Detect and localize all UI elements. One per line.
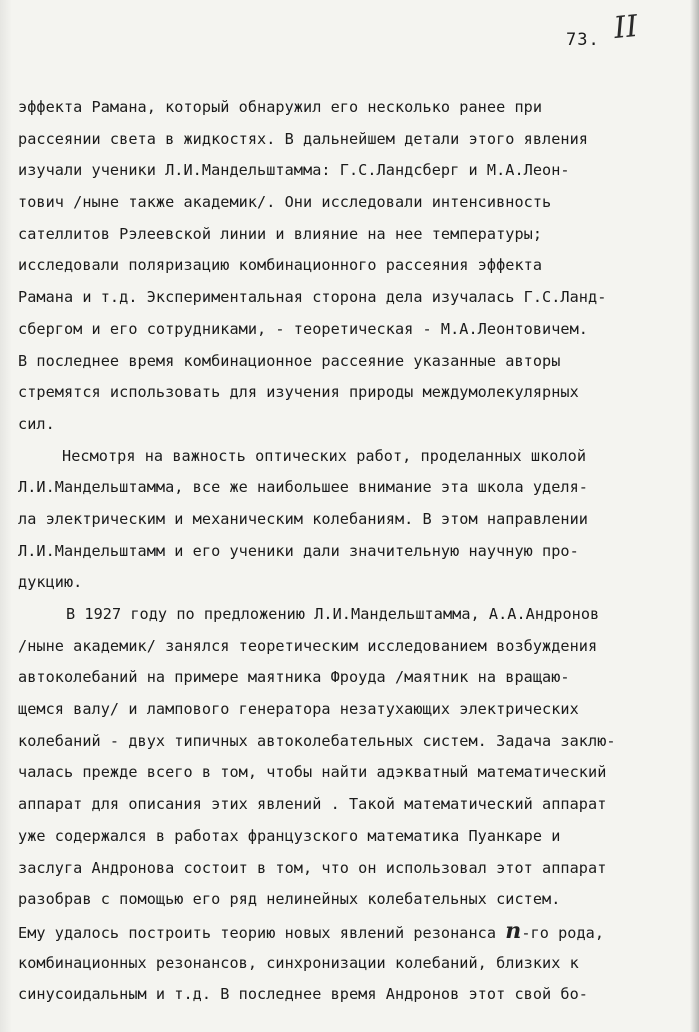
text-line: заслуга Андронова состоит в том, что он использовал этот аппарат (18, 858, 607, 877)
page-number: 73. (566, 30, 600, 50)
text-line: автоколебаний на примере маятника Фроуда /маятник на вращаю- (18, 668, 570, 687)
text-line: сил. (18, 414, 55, 433)
paragraph-start-line: В 1927 году по предложению Л.И.Мандельштамма, А.А.Андронов (66, 605, 600, 623)
text-line: сателлитов Рэлеевской линии и влияние на нее температуры; (18, 224, 543, 243)
text-line: аппарат для описания этих явлений . Такой математический аппарат (18, 795, 607, 814)
body-text (18, 92, 690, 1011)
handwritten-n: n (505, 917, 522, 944)
text-line: тович /ныне также академик/. Они исследовали интенсивность (18, 193, 552, 212)
text-line: Л.И.Мандельштамма, все же наибольшее внимание эта школа уделя- (18, 478, 589, 497)
text-line: В последнее время комбинационное рассеяние указанные авторы (18, 351, 561, 370)
text-line: стремятся использовать для изучения природы междумолекулярных (18, 383, 579, 402)
text-line: Л.И.Мандельштамм и его ученики дали значительную научную про- (18, 541, 579, 560)
text-line: Рамана и т.д. Экспериментальная сторона дела изучалась Г.С.Ланд- (18, 288, 607, 307)
text-line: исследовали поляризацию комбинационного рассеяния эффекта (18, 256, 543, 275)
text-line: эффекта Рамана, который обнаружил его несколько ранее при (18, 98, 543, 116)
text-line: щемся валу/ и лампового генератора незатухающих электрических (18, 700, 579, 719)
archive-mark: II (612, 8, 640, 47)
text-line: сбергом и его сотрудниками, - теоретическая - М.А.Леонтовичем. (18, 319, 589, 338)
text-line: изучали ученики Л.И.Мандельштамма: Г.С.Ландсберг и М.А.Леон- (18, 161, 570, 180)
text-line: комбинационных резонансов, синхронизации колебаний, близких к (18, 953, 579, 972)
text-line: колебаний - двух типичных автоколебательных систем. Задача заклю- (18, 731, 616, 750)
text-line: синусоидальным и т.д. В последнее время Андронов этот свой бо- (18, 985, 589, 1004)
text-segment: -го рода, (521, 923, 605, 942)
text-line: уже содержался в работах французского математика Пуанкаре и (18, 826, 561, 845)
text-line: рассеянии света в жидкостях. В дальнейшем детали этого явления (18, 129, 589, 148)
text-line: /ныне академик/ занялся теоретическим исследованием возбуждения (18, 636, 598, 655)
paragraph-start-line: Несмотря на важность оптических работ, проделанных школой (62, 446, 587, 465)
text-line: разобрав с помощью его ряд нелинейных колебательных систем. (18, 890, 561, 909)
text-line (18, 916, 690, 948)
text-segment: Ему удалось построить теорию новых явлений резонанса (18, 923, 497, 942)
text-line: ла электрическим и механическим колебаниям. В этом направлении (18, 509, 589, 528)
text-line: дукцию. (18, 573, 83, 592)
text-line: чалась прежде всего в том, чтобы найти адэкватный математический (18, 763, 607, 782)
